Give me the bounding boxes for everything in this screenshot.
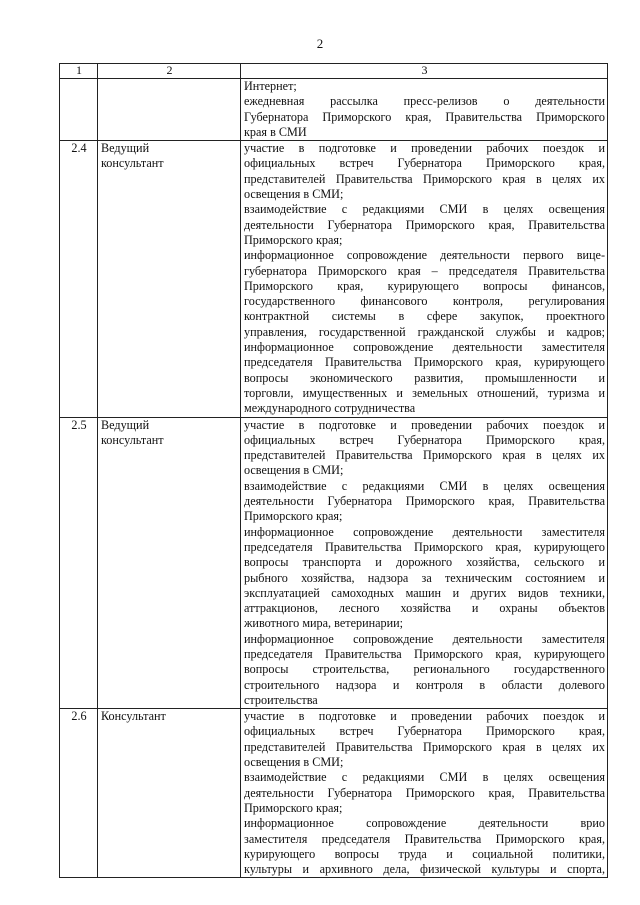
row-number: 2.6 xyxy=(60,709,98,878)
duty-line: деятельности Губернатора Приморского края, Правительства xyxy=(244,785,605,800)
duty-line: Интернет; xyxy=(244,79,297,93)
duty-line: взаимодействие с редакциями СМИ в целях освещения xyxy=(244,202,605,217)
duty-line: председателя Правительства Приморского края, курирующего xyxy=(244,355,605,370)
position-line: Консультант xyxy=(101,709,166,724)
duty-line: информационное сопровождение деятельности первого вице- xyxy=(244,248,605,263)
position-line: Ведущий xyxy=(101,141,150,156)
duty-line: информационное сопровождение деятельности врио xyxy=(244,816,605,831)
position-cell xyxy=(98,141,241,417)
position-cell xyxy=(98,709,241,878)
position-line: консультант xyxy=(101,432,164,447)
duty-line: освещения в СМИ; xyxy=(244,463,344,478)
duty-line: официальных встреч Губернатора Приморского края, xyxy=(244,156,605,171)
duty-line: Приморского края; xyxy=(244,509,343,524)
duty-line: взаимодействие с редакциями СМИ в целях освещения xyxy=(244,478,605,493)
position-line: Ведущий xyxy=(101,417,150,432)
table-row xyxy=(60,709,608,878)
duty-line: вопросы строительства, регионального государственного xyxy=(244,662,605,677)
duty-line: деятельности Губернатора Приморского края, Правительства xyxy=(244,217,605,232)
duties-cell xyxy=(241,417,608,709)
duty-line: заместителя председателя Правительства Приморского края, xyxy=(244,831,605,846)
duty-line: председателя Правительства Приморского края, курирующего xyxy=(244,646,605,661)
duty-line: председателя Правительства Приморского края, курирующего xyxy=(244,539,605,554)
duties-cell xyxy=(241,141,608,417)
duty-line: вопросы транспорта и дорожного хозяйства, сельского и xyxy=(244,555,605,570)
duty-line: представителей Правительства Приморского края в целях их xyxy=(244,448,605,463)
duty-line: информационное сопровождение деятельности заместителя xyxy=(244,340,605,355)
duty-line: контрактной системы в сфере закупок, проектного xyxy=(244,309,605,324)
duty-line: управления, государственной гражданской службы и кадров; xyxy=(244,324,605,339)
positions-table xyxy=(59,63,608,878)
duty-line: рыбного хозяйства, надзора за техническим состоянием и xyxy=(244,570,605,585)
duty-line: животного мира, ветеринарии; xyxy=(244,616,404,631)
row-number: 2.4 xyxy=(60,141,98,417)
duty-line: участие в подготовке и проведении рабочих поездок и xyxy=(244,141,605,156)
duty-line: аттракционов, лесного хозяйства и охраны объектов xyxy=(244,601,605,616)
duty-line: Приморского края, курирующего вопросы финансов, xyxy=(244,278,605,293)
duty-line: культуры и архивного дела, физической культуры и спорта, xyxy=(244,862,605,877)
header-col-1: 1 xyxy=(60,64,98,79)
duty-line: эксплуатацией самоходных машин и других видов техники, xyxy=(244,585,605,600)
duty-line: международного сотрудничества xyxy=(244,401,416,416)
duty-line: освещения в СМИ; xyxy=(244,755,344,770)
row-number xyxy=(60,79,98,141)
duty-line: государственного финансового контроля, регулирования xyxy=(244,294,605,309)
duty-line: представителей Правительства Приморского края в целях их xyxy=(244,739,605,754)
duty-line: участие в подготовке и проведении рабочих поездок и xyxy=(244,417,605,432)
duty-line: торговли, имущественных и земельных отношений, туризма и xyxy=(244,385,605,400)
duty-line: Приморского края; xyxy=(244,800,343,815)
duty-line: освещения в СМИ; xyxy=(244,187,344,202)
duty-line: официальных встреч Губернатора Приморского края, xyxy=(244,432,605,447)
position-line: консультант xyxy=(101,156,164,171)
duty-line: информационное сопровождение деятельности заместителя xyxy=(244,524,605,539)
duty-line: вопросы экономического развития, промышленности и xyxy=(244,370,605,385)
duty-line: официальных встреч Губернатора Приморского края, xyxy=(244,724,605,739)
duty-line: Приморского края; xyxy=(244,232,343,247)
duty-line: представителей Правительства Приморского края в целях их xyxy=(244,171,605,186)
duty-line: курирующего вопросы труда и социальной политики, xyxy=(244,846,605,861)
duty-line: участие в подготовке и проведении рабочих поездок и xyxy=(244,709,605,724)
table-row xyxy=(60,417,608,709)
row-number: 2.5 xyxy=(60,417,98,709)
positions-table-body xyxy=(60,64,608,878)
duty-line: строительного надзора и контроля в области долевого xyxy=(244,677,605,692)
duties-cell xyxy=(241,79,608,141)
table-header-row xyxy=(60,64,608,79)
page-number: 2 xyxy=(316,36,324,51)
position-cell xyxy=(98,79,241,141)
header-col-2: 2 xyxy=(98,64,241,79)
position-cell xyxy=(98,417,241,709)
table-row xyxy=(60,141,608,417)
duty-line: Губернатора Приморского края, Правительства Приморского xyxy=(244,109,605,124)
duty-line: ежедневная рассылка пресс-релизов о деятельности xyxy=(244,94,605,109)
header-col-3: 3 xyxy=(241,64,608,79)
duty-line: взаимодействие с редакциями СМИ в целях освещения xyxy=(244,770,605,785)
duty-line: информационное сопровождение деятельности заместителя xyxy=(244,631,605,646)
duty-line: строительства xyxy=(244,692,318,707)
table-row xyxy=(60,79,608,141)
duty-line: губернатора Приморского края – председателя Правительства xyxy=(244,263,605,278)
duties-cell xyxy=(241,709,608,878)
duty-line: деятельности Губернатора Приморского края, Правительства xyxy=(244,494,605,509)
duty-line: края в СМИ xyxy=(244,124,307,139)
